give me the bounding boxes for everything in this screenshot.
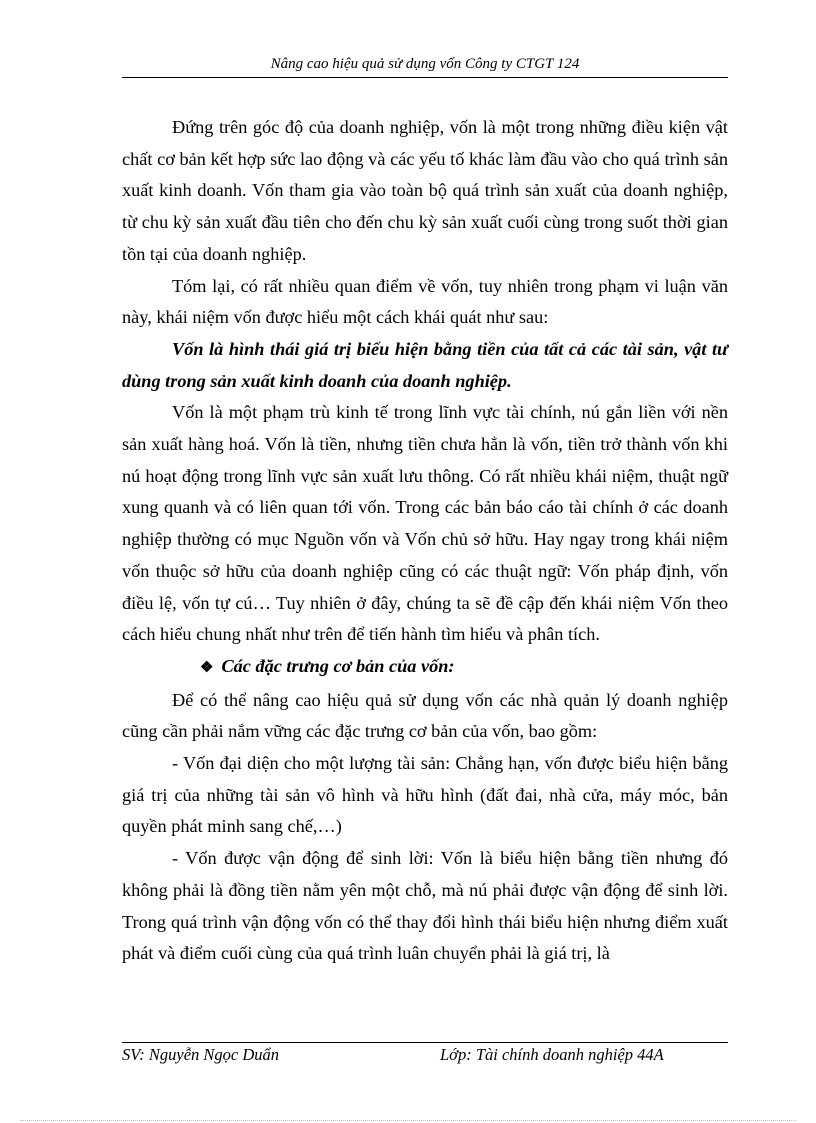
footer-student: SV: Nguyễn Ngọc Duẩn	[122, 1045, 280, 1064]
paragraph-3: Vốn là một phạm trù kinh tế trong lĩnh vực tài chính, nú gắn liền với nền sản xuất hàng hoá. Vốn là tiền, nhưng tiền chưa hẳn là vốn, tiền trở thành vốn khi nú hoạt động trong lĩnh vực sản xuất lưu thông. Có rất nhiều khái niệm, thuật ngữ xung quanh và có liên quan tới vốn. Trong các bản báo cáo tài chính ở các doanh nghiệp thường có mục Nguồn vốn và Vốn chủ sở hữu. Hay ngay trong khái niệm vốn thuộc sở hữu của doanh nghiệp cũng có các thuật ngữ: Vốn pháp định, vốn điều lệ, vốn tự cú… Tuy nhiên ở đây, chúng ta sẽ đề cập đến khái niệm Vốn theo cách hiểu chung nhất như trên để tiến hành tìm hiểu và phân tích.	[122, 402, 728, 645]
definition-paragraph: Vốn là hình thái giá trị biểu hiện bằng tiền của tất cả các tài sản, vật tư dùng trong sản xuất kinh doanh của doanh nghiệp.	[122, 338, 728, 391]
page-edge	[20, 1120, 796, 1121]
paragraph-2: Tóm lại, có rất nhiều quan điểm về vốn, tuy nhiên trong phạm vi luận văn này, khái niệm vốn được hiểu một cách khái quát như sau:	[122, 275, 728, 328]
diamond-bullet-icon: ❖	[200, 659, 214, 676]
section-heading	[122, 651, 728, 685]
header-divider	[122, 77, 728, 78]
list-item-2: - Vốn được vận động để sinh lời: Vốn là biểu hiện bằng tiền nhưng đó không phải là đồng tiền nằm yên một chỗ, mà nú phải được vận động để sinh lời. Trong quá trình vận động vốn có thể thay đổi hình thái biểu hiện nhưng điểm xuất phát và điểm cuối cùng của quá trình luân chuyển phải là giá trị, là	[122, 848, 728, 964]
paragraph-1: Đứng trên góc độ của doanh nghiệp, vốn là một trong những điều kiện vật chất cơ bản kết hợp sức lao động và các yếu tố khác làm đầu vào cho quá trình sản xuất kinh doanh. Vốn tham gia vào toàn bộ quá trình sản xuất của doanh nghiệp, từ chu kỳ sản xuất đầu tiên cho đến chu kỳ sản xuất cuối cùng trong suốt thời gian tồn tại của doanh nghiệp.	[122, 117, 728, 264]
footer-class: Lớp: Tài chính doanh nghiệp 44A	[440, 1045, 664, 1064]
section-heading-text: Các đặc trưng cơ bản của vốn:	[221, 655, 455, 676]
document-body	[122, 112, 728, 970]
page-header: Nâng cao hiệu quả sử dụng vốn Công ty CTGT 124	[270, 56, 580, 72]
footer-divider	[122, 1042, 728, 1043]
paragraph-4: Để có thể nâng cao hiệu quả sử dụng vốn các nhà quản lý doanh nghiệp cũng cần phải nắm vững các đặc trưng cơ bản của vốn, bao gồm:	[122, 689, 728, 742]
list-item-1: - Vốn đại diện cho một lượng tài sản: Chẳng hạn, vốn được biểu hiện bằng giá trị của những tài sản vô hình và hữu hình (đất đai, nhà cửa, máy móc, bản quyền phát minh sang chế,…)	[122, 753, 728, 837]
